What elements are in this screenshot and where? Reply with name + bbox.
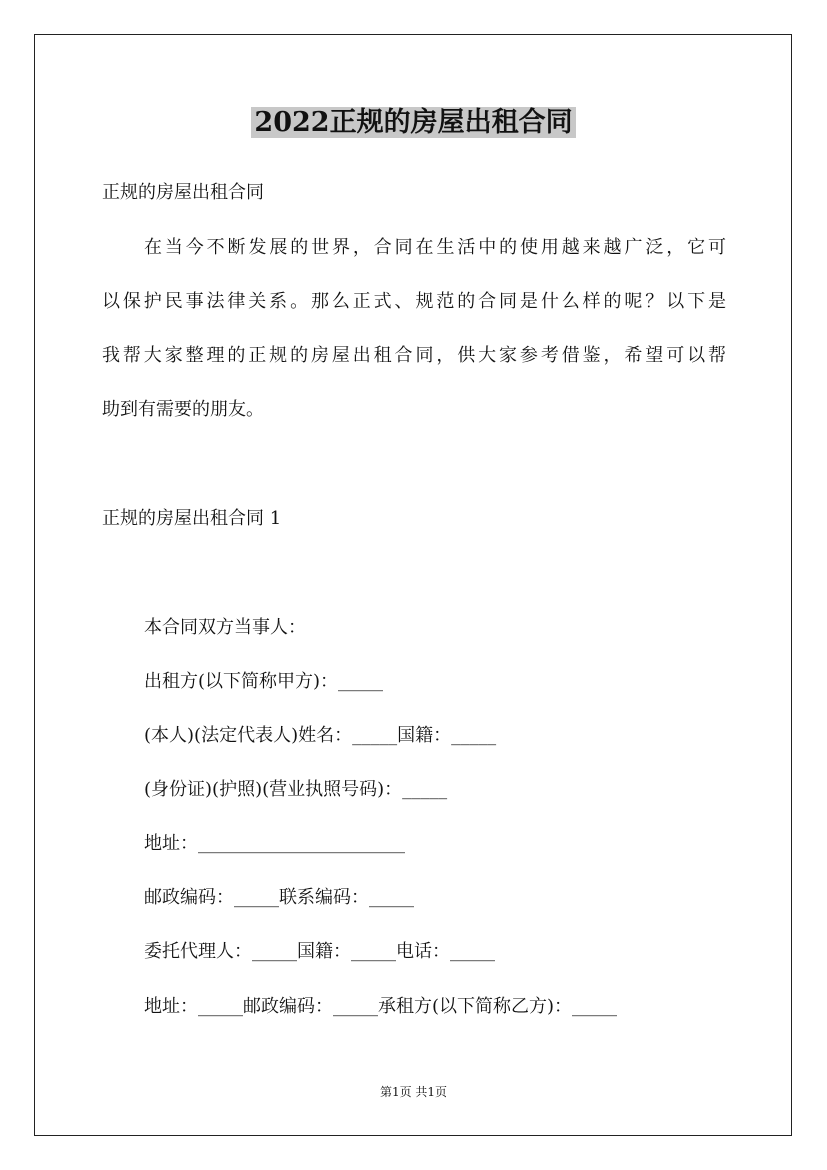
contract-line-agent: 委托代理人：_____国籍：_____电话：_____ [144, 941, 495, 962]
intro-line-1: 在当今不断发展的世界，合同在生活中的使用越来越广泛，它可 [144, 237, 726, 258]
document-title-text: 2022正规的房屋出租合同 [251, 107, 575, 138]
contract-line-lessor: 出租方(以下简称甲方)：_____ [144, 671, 384, 692]
intro-line-3: 我帮大家整理的正规的房屋出租合同，供大家参考借鉴，希望可以帮 [102, 345, 726, 366]
intro-line-4: 助到有需要的朋友。 [102, 399, 264, 420]
contract-line-address: 地址：_______________________ [144, 833, 405, 854]
section-heading: 正规的房屋出租合同 1 [102, 508, 282, 529]
contract-line-address-lessee: 地址：_____邮政编码：_____承租方(以下简称乙方)：_____ [144, 996, 618, 1017]
contract-line-parties: 本合同双方当事人： [144, 617, 306, 638]
contract-line-postcode: 邮政编码：_____联系编码：_____ [144, 887, 414, 908]
intro-line-2: 以保护民事法律关系。那么正式、规范的合同是什么样的呢？以下是 [102, 291, 726, 312]
document-subtitle: 正规的房屋出租合同 [102, 182, 264, 203]
contract-line-name-nationality: (本人)(法定代表人)姓名：_____国籍：_____ [144, 725, 497, 746]
document-title [0, 101, 827, 145]
contract-line-id: (身份证)(护照)(营业执照号码)：_____ [144, 779, 448, 800]
page-footer: 第1页 共1页 [379, 1085, 448, 1099]
